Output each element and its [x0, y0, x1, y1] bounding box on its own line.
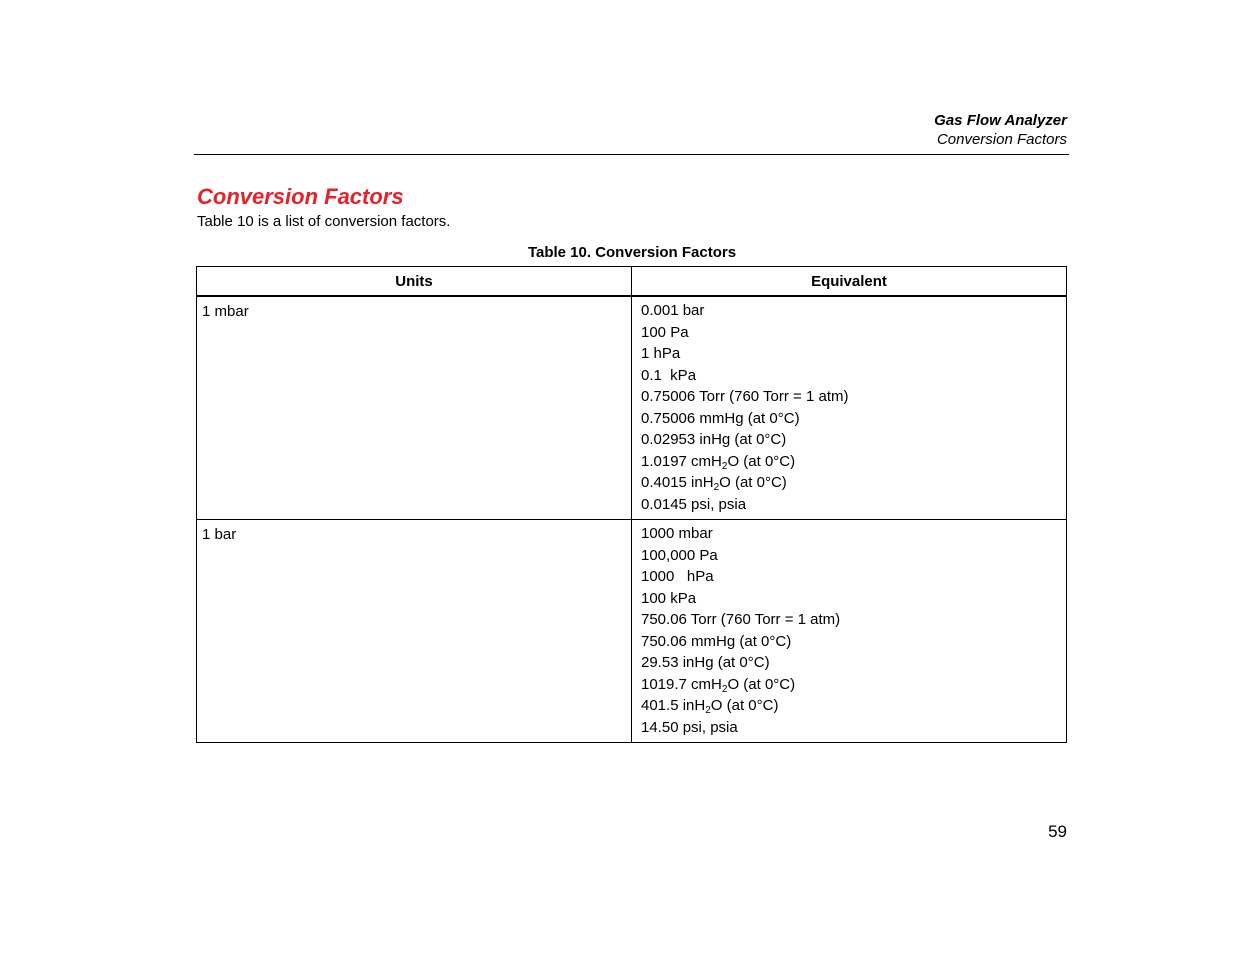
column-header-equivalent: Equivalent — [632, 267, 1067, 297]
intro-paragraph: Table 10 is a list of conversion factors. — [197, 213, 451, 230]
subscript: 2 — [713, 482, 720, 493]
equivalent-item: 100 Pa — [641, 323, 689, 341]
equivalent-item: 0.75006 Torr (760 Torr = 1 atm) — [641, 388, 849, 405]
equivalent-item — [641, 674, 1066, 696]
equivalent-text: 1019.7 cmH — [641, 675, 722, 693]
subscript: 2 — [705, 705, 711, 716]
conversion-table — [196, 266, 1067, 743]
equivalent-item — [641, 695, 1066, 717]
equivalent-item: 750.06 Torr (760 Torr = 1 atm) — [641, 611, 841, 628]
equivalent-text: O (at 0°C) — [727, 452, 796, 470]
equivalent-item: 29.53 inHg (at 0°C) — [641, 654, 770, 671]
table-header-row — [197, 267, 1067, 297]
equivalent-item: 0.75006 mmHg (at 0°C) — [641, 409, 800, 427]
equivalent-item: 0.02953 inHg (at 0°C) — [641, 431, 787, 448]
equivalent-item: 14.50 psi, psia — [641, 718, 738, 736]
subscript: 2 — [721, 683, 728, 695]
equivalent-item: 1000 hPa — [641, 568, 714, 585]
equivalent-item: 100 kPa — [641, 589, 697, 607]
section-title: Conversion Factors — [197, 184, 404, 209]
equivalent-text: 401.5 inH — [641, 697, 706, 714]
equivalent-text: O (at 0°C) — [710, 697, 779, 714]
equivalent-cell — [632, 296, 1067, 520]
header-subtitle: Conversion Factors — [936, 131, 1067, 148]
equivalent-text: O (at 0°C) — [727, 675, 796, 693]
header-title: Gas Flow Analyzer — [934, 112, 1067, 129]
table-row — [197, 520, 1067, 743]
unit-cell: 1 mbar — [197, 296, 632, 520]
header-divider — [194, 154, 1069, 155]
equivalent-item: 750.06 mmHg (at 0°C) — [641, 632, 792, 650]
equivalent-text: 1.0197 cmH — [641, 452, 722, 470]
equivalent-item: 0.0145 psi, psia — [641, 495, 747, 513]
equivalent-item — [641, 451, 1066, 473]
unit-cell: 1 bar — [197, 520, 632, 743]
equivalent-item: 0.1 kPa — [641, 366, 697, 384]
equivalent-item: 1000 mbar — [641, 525, 713, 542]
equivalent-item — [641, 472, 1066, 494]
page-number: 59 — [1048, 822, 1067, 841]
equivalent-cell — [632, 520, 1067, 743]
equivalent-item: 1 hPa — [641, 345, 681, 362]
table-row — [197, 296, 1067, 520]
table-caption: Table 10. Conversion Factors — [527, 244, 737, 261]
equivalent-text: 0.4015 inH — [641, 474, 714, 491]
column-header-units: Units — [197, 267, 632, 297]
equivalent-text: O (at 0°C) — [719, 474, 787, 491]
running-header — [934, 111, 1067, 149]
subscript: 2 — [721, 460, 728, 472]
equivalent-item: 0.001 bar — [641, 302, 705, 319]
equivalent-item: 100,000 Pa — [641, 546, 718, 564]
